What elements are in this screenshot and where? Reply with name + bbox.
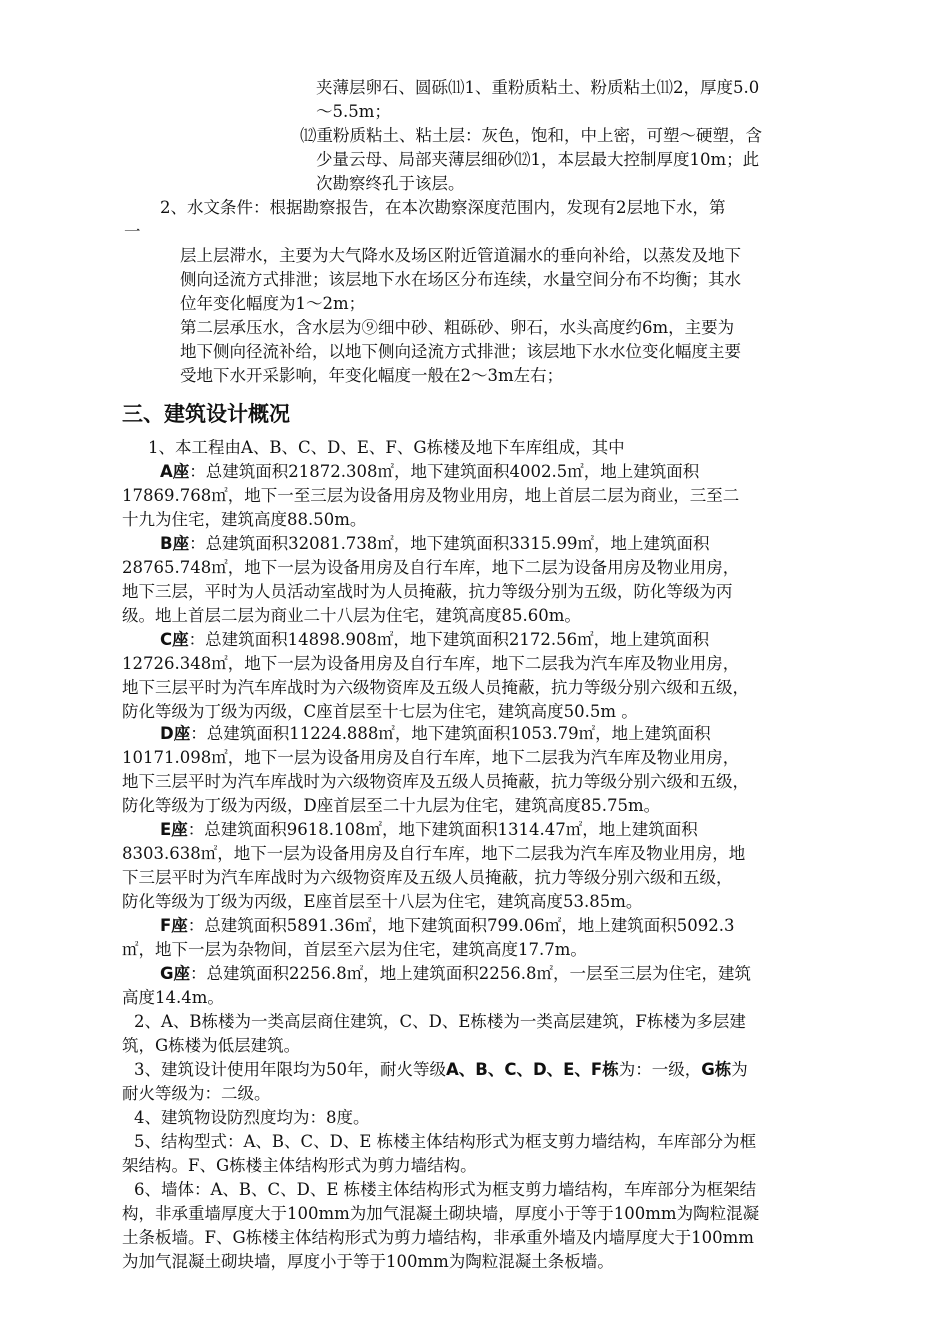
design-intro: 1、本工程由A、B、C、D、E、F、G栋楼及地下车库组成，其中 xyxy=(148,438,625,457)
building-g-line-1 xyxy=(160,962,751,986)
para-3-line-1 xyxy=(134,1058,748,1082)
building-f-line-2: ㎡，地下一层为杂物间，首层至六层为住宅，建筑高度17.7m。 xyxy=(122,940,587,959)
building-c-line-3: 地下三层平时为汽车库战时为六级物资库及五级人员掩蔽，抗力等级分别六级和五级， xyxy=(122,678,749,697)
hydro-line-6: 第二层承压水，含水层为⑨细中砂、粗砾砂、卵石，水头高度约6m，主要为 xyxy=(180,318,735,337)
building-b-text: ：总建筑面积32081.738㎡，地下建筑面积3315.99㎡，地上建筑面积 xyxy=(189,534,710,553)
building-e-label: E座 xyxy=(160,820,188,839)
building-c-text: ：总建筑面积14898.908㎡，地下建筑面积2172.56㎡，地上建筑面积 xyxy=(188,630,710,649)
para-3-line-2: 耐火等级为：二级。 xyxy=(122,1084,271,1103)
hydro-line-7: 地下侧向径流补给，以地下侧向迳流方式排泄；该层地下水水位变化幅度主要 xyxy=(180,342,741,361)
strata-line-5: 次勘察终孔于该层。 xyxy=(316,174,465,193)
para-6-line-2: 构，非承重墙厚度大于100mm为加气混凝土砌块墙，厚度小于等于100mm为陶粒混凝 xyxy=(122,1204,760,1223)
strata-line-4: 少量云母、局部夹薄层细砂⑿1，本层最大控制厚度10m；此 xyxy=(316,150,760,169)
para-3-g-bold: G栋 xyxy=(701,1060,732,1079)
building-d-line-1 xyxy=(160,722,711,746)
para-4-line-1: 4、建筑物设防烈度均为：8度。 xyxy=(134,1108,370,1127)
building-b-line-3: 地下三层，平时为人员活动室战时为人员掩蔽，抗力等级分别为五级，防化等级为丙 xyxy=(122,582,733,601)
strata-line-3: ⑿重粉质粘土、粘土层：灰色，饱和，中上密，可塑～硬塑，含 xyxy=(300,126,762,145)
building-b-label: B座 xyxy=(160,534,190,553)
building-e-line-3: 下三层平时为汽车库战时为六级物资库及五级人员掩蔽，抗力等级分别六级和五级， xyxy=(122,868,733,887)
para-6-line-4: 为加气混凝土砌块墙，厚度小于等于100mm为陶粒混凝土条板墙。 xyxy=(122,1252,614,1271)
building-d-label: D座 xyxy=(160,724,191,743)
strata-line-1: 夹薄层卵石、圆砾⑾1、重粉质粘土、粉质粘土⑾2，厚度5.0 xyxy=(316,78,760,97)
para-5-line-1: 5、结构型式：A、B、C、D、E 栋楼主体结构形式为框支剪力墙结构，车库部分为框 xyxy=(134,1132,757,1151)
building-e-text: ：总建筑面积9618.108㎡，地下建筑面积1314.47㎡，地上建筑面积 xyxy=(187,820,698,839)
hydro-line-1: 2、水文条件：根据勘察报告，在本次勘察深度范围内，发现有2层地下水，第 xyxy=(160,198,726,217)
building-a-label: A座 xyxy=(160,462,190,481)
building-e-line-4: 防化等级为丁级为丙级，E座首层至十八层为住宅，建筑高度53.85m。 xyxy=(122,892,643,911)
building-f-label: F座 xyxy=(160,916,188,935)
building-g-label: G座 xyxy=(160,964,191,983)
building-d-line-3: 地下三层平时为汽车库战时为六级物资库及五级人员掩蔽，抗力等级分别六级和五级， xyxy=(122,772,749,791)
building-a-line-3: 十九为住宅，建筑高度88.50m。 xyxy=(122,510,367,529)
building-a-text: ：总建筑面积21872.308㎡，地下建筑面积4002.5㎡，地上建筑面积 xyxy=(189,462,700,481)
building-d-line-2: 10171.098㎡，地下一层为设备用房及自行车库，地下二层我为汽车库及物业用房， xyxy=(122,748,740,767)
para-3-text-c: 为：一级， xyxy=(618,1060,702,1079)
building-g-text: ：总建筑面积2256.8㎡，地上建筑面积2256.8㎡，一层至三层为住宅，建筑 xyxy=(190,964,752,983)
building-b-line-4: 级。地上首层二层为商业二十八层为住宅，建筑高度85.60m。 xyxy=(122,606,581,625)
hydro-line-5: 位年变化幅度为1～2m； xyxy=(180,294,366,313)
building-a-line-1 xyxy=(160,460,699,484)
building-e-line-2: 8303.638㎡，地下一层为设备用房及自行车库，地下二层我为汽车库及物业用房，地 xyxy=(122,844,746,863)
para-2-line-2: 筑，G栋楼为低层建筑。 xyxy=(122,1036,301,1055)
building-b-line-1 xyxy=(160,532,710,556)
para-5-line-2: 架结构。F、G栋楼主体结构形式为剪力墙结构。 xyxy=(122,1156,477,1175)
building-f-line-1 xyxy=(160,914,734,938)
para-3-text-e: 为 xyxy=(731,1060,748,1079)
building-g-line-2: 高度14.4m。 xyxy=(122,988,224,1007)
para-6-line-1: 6、墙体：A、B、C、D、E 栋楼主体结构形式为框支剪力墙结构，车库部分为框架结 xyxy=(134,1180,757,1199)
hydro-line-4: 侧向迳流方式排泄；该层地下水在场区分布连续，水量空间分布不均衡；其水 xyxy=(180,270,741,289)
hydro-line-3: 层上层滞水，主要为大气降水及场区附近管道漏水的垂向补给，以蒸发及地下 xyxy=(180,246,741,265)
building-c-line-2: 12726.348㎡，地下一层为设备用房及自行车库，地下二层我为汽车库及物业用房， xyxy=(122,654,740,673)
building-b-line-2: 28765.748㎡，地下一层为设备用房及自行车库，地下二层为设备用房及物业用房， xyxy=(122,558,740,577)
building-c-line-4: 防化等级为丁级为丙级，C座首层至十七层为住宅，建筑高度50.5m 。 xyxy=(122,702,638,721)
para-3-text-a: 3、建筑设计使用年限均为50年，耐火等级 xyxy=(134,1060,446,1079)
para-6-line-3: 土条板墙。F、G栋楼主体结构形式为剪力墙结构，非承重外墙及内墙厚度大于100mm xyxy=(122,1228,754,1247)
strata-line-2: ～5.5m； xyxy=(316,102,391,121)
para-3-buildings-bold: A、B、C、D、E、F栋 xyxy=(446,1060,619,1079)
building-e-line-1 xyxy=(160,818,698,842)
hydro-line-8: 受地下水开采影响，年变化幅度一般在2～3m左右； xyxy=(180,366,564,385)
building-a-line-2: 17869.768㎡，地下一至三层为设备用房及物业用房，地上首层二层为商业，三至二 xyxy=(122,486,740,505)
building-d-line-4: 防化等级为丁级为丙级，D座首层至二十九层为住宅，建筑高度85.75m。 xyxy=(122,796,661,815)
section-heading: 三、建筑设计概况 xyxy=(122,402,290,426)
building-f-text: ：总建筑面积5891.36㎡，地下建筑面积799.06㎡，地上建筑面积5092.3 xyxy=(187,916,735,935)
building-c-label: C座 xyxy=(160,630,189,649)
para-2-line-1: 2、A、B栋楼为一类高层商住建筑，C、D、E栋楼为一类高层建筑，F栋楼为多层建 xyxy=(134,1012,746,1031)
hydro-line-2: 一 xyxy=(124,222,141,241)
building-c-line-1 xyxy=(160,628,709,652)
building-d-text: ：总建筑面积11224.888㎡，地下建筑面积1053.79㎡，地上建筑面积 xyxy=(190,724,711,743)
